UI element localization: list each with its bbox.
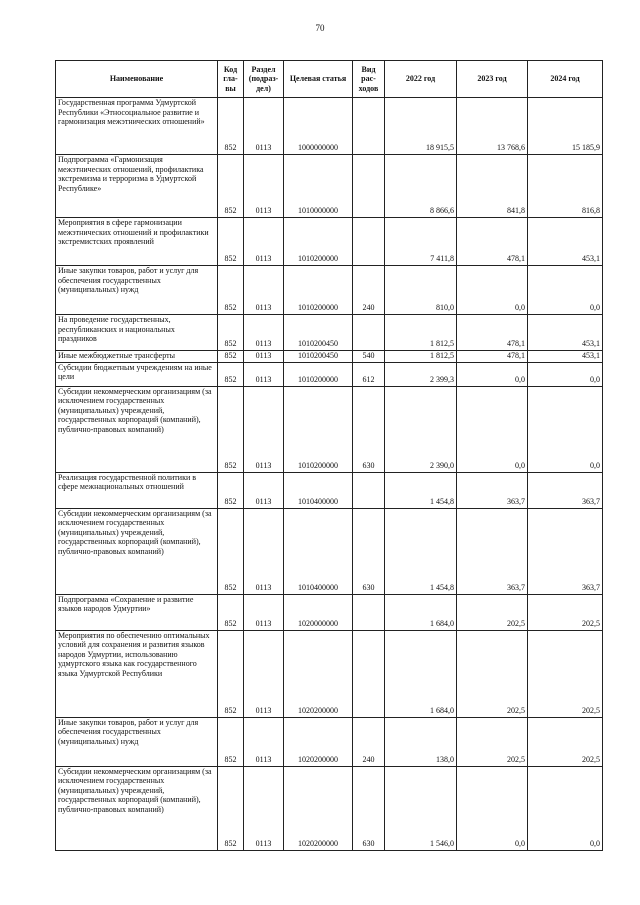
row-2022: 2 399,3 <box>385 362 457 386</box>
row-vid <box>353 472 385 508</box>
row-2022: 138,0 <box>385 717 457 766</box>
row-2024: 202,5 <box>528 630 603 717</box>
row-target: 1010400000 <box>284 508 353 594</box>
row-2024: 202,5 <box>528 717 603 766</box>
row-2023: 202,5 <box>457 717 528 766</box>
row-razdel: 0113 <box>244 630 284 717</box>
row-2024: 363,7 <box>528 472 603 508</box>
row-2024: 363,7 <box>528 508 603 594</box>
row-name: Субсидии некоммерческим организациям (за исключением государственных (муниципальных) учреждений, государственных корпораций (компаний), публично-правовых компаний) <box>56 508 218 594</box>
table-row <box>56 717 603 766</box>
row-name: Подпрограмма «Гармонизация межэтнических отношений, профилактика экстремизма и терроризма в Удмуртской Республике» <box>56 155 218 218</box>
table-row <box>56 266 603 315</box>
row-razdel: 0113 <box>244 508 284 594</box>
row-vid <box>353 98 385 155</box>
row-vid <box>353 155 385 218</box>
row-2022: 1 454,8 <box>385 508 457 594</box>
row-vid <box>353 315 385 351</box>
budget-table <box>55 60 603 851</box>
row-target: 1020200000 <box>284 630 353 717</box>
row-razdel: 0113 <box>244 362 284 386</box>
table-row <box>56 386 603 472</box>
row-target: 1020200000 <box>284 766 353 850</box>
row-2023: 0,0 <box>457 766 528 850</box>
row-2024: 202,5 <box>528 594 603 630</box>
row-2023: 0,0 <box>457 266 528 315</box>
row-vid: 240 <box>353 717 385 766</box>
row-vid: 540 <box>353 351 385 363</box>
row-target: 1020000000 <box>284 594 353 630</box>
row-glava: 852 <box>218 472 244 508</box>
row-razdel: 0113 <box>244 315 284 351</box>
row-glava: 852 <box>218 717 244 766</box>
row-2023: 0,0 <box>457 362 528 386</box>
row-razdel: 0113 <box>244 351 284 363</box>
row-glava: 852 <box>218 218 244 266</box>
row-2024: 0,0 <box>528 766 603 850</box>
row-name: Подпрограмма «Сохранение и развитие языков народов Удмуртии» <box>56 594 218 630</box>
row-target: 1010200450 <box>284 351 353 363</box>
row-razdel: 0113 <box>244 717 284 766</box>
row-razdel: 0113 <box>244 218 284 266</box>
row-target: 1020200000 <box>284 717 353 766</box>
row-razdel: 0113 <box>244 594 284 630</box>
row-name: Иные межбюджетные трансферты <box>56 351 218 363</box>
row-vid: 612 <box>353 362 385 386</box>
row-2023: 0,0 <box>457 386 528 472</box>
row-name: Мероприятия в сфере гармонизации межэтнических отношений и профилактики экстремистских проявлений <box>56 218 218 266</box>
row-target: 1010200000 <box>284 218 353 266</box>
row-vid: 630 <box>353 508 385 594</box>
row-vid <box>353 594 385 630</box>
row-2024: 453,1 <box>528 351 603 363</box>
table-row <box>56 766 603 850</box>
row-razdel: 0113 <box>244 386 284 472</box>
row-name: Субсидии бюджетным учреждениям на иные цели <box>56 362 218 386</box>
row-glava: 852 <box>218 155 244 218</box>
row-2023: 202,5 <box>457 630 528 717</box>
table-row <box>56 218 603 266</box>
row-2023: 841,8 <box>457 155 528 218</box>
header-razdel: Раздел (подраз- дел) <box>244 61 284 98</box>
row-name: Реализация государственной политики в сфере межнациональных отношений <box>56 472 218 508</box>
row-glava: 852 <box>218 386 244 472</box>
row-target: 1010200000 <box>284 266 353 315</box>
row-razdel: 0113 <box>244 155 284 218</box>
row-glava: 852 <box>218 766 244 850</box>
row-vid <box>353 630 385 717</box>
row-2022: 1 684,0 <box>385 594 457 630</box>
row-2023: 478,1 <box>457 351 528 363</box>
row-2022: 1 684,0 <box>385 630 457 717</box>
row-2022: 2 390,0 <box>385 386 457 472</box>
row-glava: 852 <box>218 508 244 594</box>
row-2023: 13 768,6 <box>457 98 528 155</box>
row-glava: 852 <box>218 315 244 351</box>
row-2022: 7 411,8 <box>385 218 457 266</box>
table-row <box>56 315 603 351</box>
row-glava: 852 <box>218 98 244 155</box>
row-vid: 240 <box>353 266 385 315</box>
row-vid: 630 <box>353 766 385 850</box>
row-2024: 15 185,9 <box>528 98 603 155</box>
row-2022: 1 546,0 <box>385 766 457 850</box>
row-2024: 0,0 <box>528 386 603 472</box>
row-target: 1010400000 <box>284 472 353 508</box>
row-2023: 478,1 <box>457 218 528 266</box>
row-target: 1000000000 <box>284 98 353 155</box>
row-2022: 1 812,5 <box>385 351 457 363</box>
table-row <box>56 594 603 630</box>
table-row <box>56 472 603 508</box>
row-2022: 8 866,6 <box>385 155 457 218</box>
row-name: Иные закупки товаров, работ и услуг для обеспечения государственных (муниципальных) нужд <box>56 717 218 766</box>
row-2022: 1 812,5 <box>385 315 457 351</box>
row-razdel: 0113 <box>244 266 284 315</box>
row-name: Государственная программа Удмуртской Республики «Этносоциальное развитие и гармонизация межэтнических отношений» <box>56 98 218 155</box>
row-glava: 852 <box>218 362 244 386</box>
row-2022: 810,0 <box>385 266 457 315</box>
table-row <box>56 155 603 218</box>
row-2024: 0,0 <box>528 362 603 386</box>
row-target: 1010200000 <box>284 362 353 386</box>
table-row <box>56 508 603 594</box>
header-row <box>56 61 603 98</box>
row-name: Иные закупки товаров, работ и услуг для обеспечения государственных (муниципальных) нужд <box>56 266 218 315</box>
row-glava: 852 <box>218 630 244 717</box>
row-vid: 630 <box>353 386 385 472</box>
row-2024: 453,1 <box>528 218 603 266</box>
table-row <box>56 351 603 363</box>
row-2023: 363,7 <box>457 508 528 594</box>
row-name: Субсидии некоммерческим организациям (за исключением государственных (муниципальных) учреждений, государственных корпораций (компаний), публично-правовых компаний) <box>56 386 218 472</box>
row-2022: 18 915,5 <box>385 98 457 155</box>
row-name: Мероприятия по обеспечению оптимальных условий для сохранения и развития языков народов Удмуртии, использованию удмуртского языка как государственного языка Удмуртской Республики <box>56 630 218 717</box>
row-razdel: 0113 <box>244 766 284 850</box>
header-target: Целевая статья <box>284 61 353 98</box>
row-name: На проведение государственных, республиканских и национальных праздников <box>56 315 218 351</box>
row-target: 1010200000 <box>284 386 353 472</box>
row-razdel: 0113 <box>244 98 284 155</box>
row-2023: 363,7 <box>457 472 528 508</box>
row-2022: 1 454,8 <box>385 472 457 508</box>
table-row <box>56 630 603 717</box>
row-2024: 0,0 <box>528 266 603 315</box>
header-2023: 2023 год <box>457 61 528 98</box>
row-name: Субсидии некоммерческим организациям (за исключением государственных (муниципальных) учреждений, государственных корпораций (компаний), публично-правовых компаний) <box>56 766 218 850</box>
row-razdel: 0113 <box>244 472 284 508</box>
row-2023: 202,5 <box>457 594 528 630</box>
header-2024: 2024 год <box>528 61 603 98</box>
header-glava: Код гла- вы <box>218 61 244 98</box>
header-2022: 2022 год <box>385 61 457 98</box>
row-2024: 816,8 <box>528 155 603 218</box>
table-row <box>56 362 603 386</box>
row-2024: 453,1 <box>528 315 603 351</box>
header-vid: Вид рас- ходов <box>353 61 385 98</box>
row-target: 1010200450 <box>284 315 353 351</box>
row-glava: 852 <box>218 594 244 630</box>
page-number: 70 <box>315 23 325 33</box>
row-glava: 852 <box>218 351 244 363</box>
row-target: 1010000000 <box>284 155 353 218</box>
row-vid <box>353 218 385 266</box>
row-2023: 478,1 <box>457 315 528 351</box>
table-row <box>56 98 603 155</box>
row-glava: 852 <box>218 266 244 315</box>
header-name: Наименование <box>56 61 218 98</box>
